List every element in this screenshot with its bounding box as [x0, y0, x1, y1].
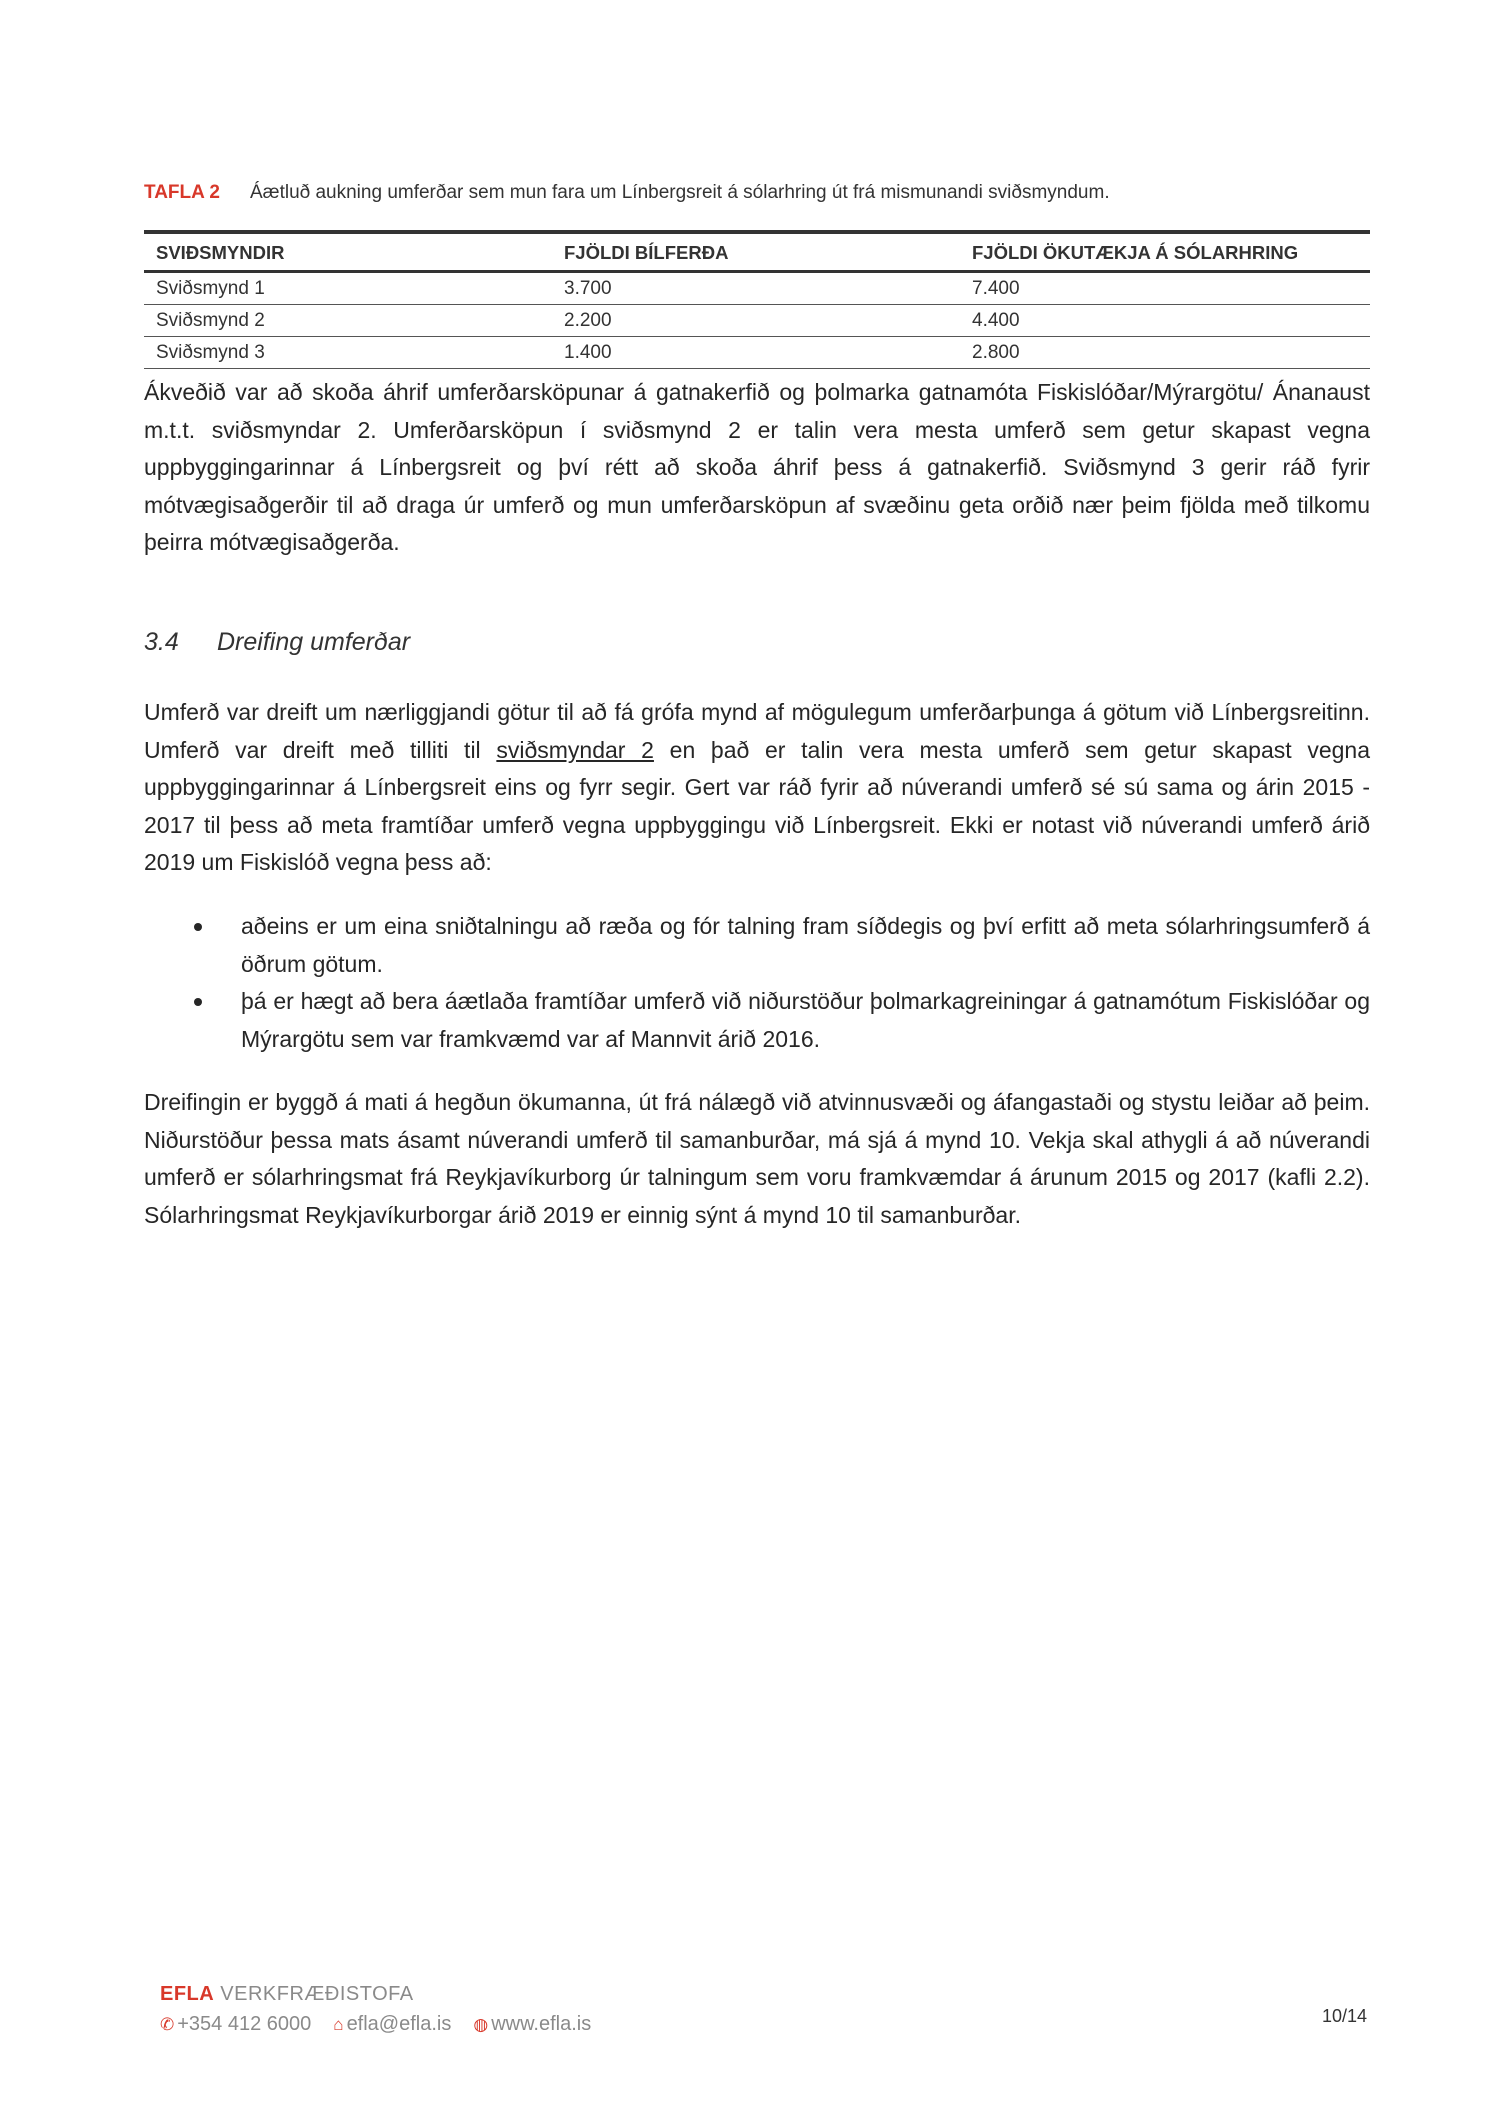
- list-item-text: aðeins er um eina sniðtalningu að ræða og fór talning fram síðdegis og því erfitt að meta sólarhringsumferð á öðrum götum.: [241, 913, 1370, 977]
- bullet-icon: [194, 998, 202, 1006]
- section-number: 3.4: [144, 628, 179, 656]
- table-header-cell: FJÖLDI ÖKUTÆKJA Á SÓLARHRING: [960, 232, 1370, 272]
- scenario-table: [144, 230, 1370, 369]
- table-row: [144, 337, 1370, 369]
- table-cell: 2.200: [552, 305, 960, 337]
- website-link[interactable]: www.efla.is: [491, 2013, 592, 2035]
- email-address[interactable]: efla@efla.is: [346, 2013, 452, 2035]
- table-cell: 4.400: [960, 305, 1370, 337]
- table-header-cell: FJÖLDI BÍLFERÐA: [552, 232, 960, 272]
- section-title: Dreifing umferðar: [217, 628, 411, 656]
- table-cell: 2.800: [960, 337, 1370, 369]
- table-row: [144, 305, 1370, 337]
- paragraph-2-text-cont: en það er talin vera mesta umferð sem getur skapast vegna uppbyggingarinnar á Línbergsreit eins og fyrr segir. Gert var ráð fyrir að núverandi umferð sé sú sama og árin 2015 - 2017 til þess að meta framtíðar umferð vegna uppbyggingu við Línbergsreit. Ekki er notast við núverandi umferð árið 2019 um Fiskislóð vegna þess að:: [144, 736, 1370, 875]
- footer-phone: [160, 2013, 311, 2036]
- list-item: [144, 908, 1370, 983]
- table-caption-tag: TAFLA 2: [144, 182, 220, 203]
- list-item-text: þá er hægt að bera áætlaða framtíðar umferð við niðurstöður þolmarkagreiningar á gatnamótum Fiskislóðar og Mýrargötu sem var framkvæmd var af Mannvit árið 2016.: [241, 988, 1370, 1052]
- paragraph-2: [144, 694, 1370, 882]
- footer-email[interactable]: [333, 2013, 451, 2036]
- phone-number: +354 412 6000: [177, 2013, 312, 2035]
- section-heading: [144, 628, 410, 657]
- list-item: [144, 983, 1370, 1058]
- paragraph-3: Dreifingin er byggð á mati á hegðun ökumanna, út frá nálægð við atvinnusvæði og áfangastaði og stystu leiðar að þeim. Niðurstöður þessa mats ásamt núverandi umferð til samanburðar, má sjá á mynd 10. Vekja skal athygli á að núverandi umferð er sólarhringsmat frá Reykjavíkurborg úr talningum sem voru framkvæmdar á árunum 2015 og 2017 (kafli 2.2). Sólarhringsmat Reykjavíkurborgar árið 2019 er einnig sýnt á mynd 10 til samanburðar.: [144, 1089, 1370, 1228]
- globe-icon: ◍: [473, 2014, 489, 2034]
- table-caption: [144, 182, 1374, 204]
- footer-contacts: [160, 2013, 591, 2036]
- paragraph-2-text: Umferð var dreift um nærliggjandi götur til að fá grófa mynd af mögulegum umferðarþunga á götum við Línbergsreitinn. Umferð var dreift með tilliti til: [144, 699, 1370, 763]
- table-cell: Sviðsmynd 3: [144, 337, 552, 369]
- table-caption-text: Áætluð aukning umferðar sem mun fara um Línbergsreit á sólarhring út frá mismunandi sviðsmyndum.: [250, 182, 1110, 203]
- footer-web[interactable]: [473, 2013, 591, 2036]
- table-row: [144, 272, 1370, 305]
- page-number: 10/14: [1322, 2006, 1368, 2026]
- brand-name: VERKFRÆÐISTOFA: [214, 1983, 414, 2005]
- table-cell: 1.400: [552, 337, 960, 369]
- scenario-reference-link: sviðsmyndar 2: [496, 736, 654, 763]
- table-cell: 3.700: [552, 272, 960, 305]
- table-header-cell: SVIÐSMYNDIR: [144, 232, 552, 272]
- phone-icon: ✆: [160, 2014, 175, 2034]
- table-cell: 7.400: [960, 272, 1370, 305]
- table-cell: Sviðsmynd 2: [144, 305, 552, 337]
- table-header-row: [144, 232, 1370, 272]
- table-cell: Sviðsmynd 1: [144, 272, 552, 305]
- paragraph-1: Ákveðið var að skoða áhrif umferðarsköpunar á gatnakerfið og þolmarka gatnamóta Fiskislóðar/Mýrargötu/ Ánanaust m.t.t. sviðsmyndar 2. Umferðarsköpun í sviðsmynd 2 er talin vera mesta umferð sem getur skapast vegna uppbyggingarinnar á Línbergsreit og því rétt að skoða áhrif þess á gatnakerfið. Sviðsmynd 3 gerir ráð fyrir mótvægisaðgerðir til að draga úr umferð og mun umferðarsköpun af svæðinu geta orðið nær þeim fjölda með tilkomu þeirra mótvægisaðgerða.: [144, 379, 1370, 555]
- bullet-list: [144, 908, 1370, 1058]
- email-icon: ⌂: [333, 2014, 344, 2034]
- brand-logo: EFLA: [160, 1983, 215, 2005]
- footer-brand: [160, 1983, 414, 2006]
- bullet-icon: [194, 923, 202, 931]
